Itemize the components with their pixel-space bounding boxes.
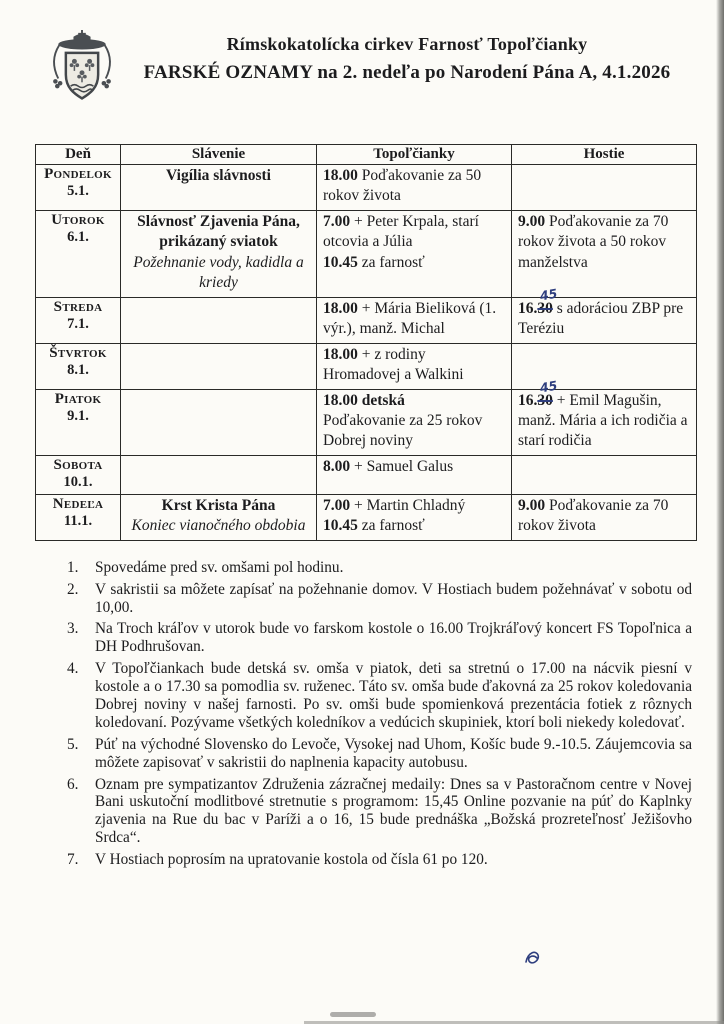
day-date: 6.1.: [67, 228, 89, 245]
announcement-item: Púť na východné Slovensko do Levoče, Vysokej nad Uhom, Košíc bude 9.-10.5. Záujemcovia sa môžete zapisovať v sakristii do naplnenia kapacity autobusu.: [95, 735, 692, 771]
topolcianky-cell: 18.00 + z rodiny Hromadovej a Walkini: [317, 343, 512, 389]
day-date: 9.1.: [67, 407, 89, 424]
bulletin-title: FARSKÉ OZNAMY na 2. nedeľa po Narodení Pána A, 4.1.2026: [143, 62, 671, 83]
schedule-row: [36, 389, 697, 455]
parish-name-title: Rímskokatolícka cirkev Farnosť Topoľčianky: [226, 34, 588, 54]
schedule-row: [36, 343, 697, 389]
day-cell: [36, 210, 121, 297]
schedule-row: [36, 297, 697, 343]
day-cell: [36, 455, 121, 494]
day-date: 5.1.: [67, 183, 89, 199]
announcements-list: [95, 559, 692, 869]
announcement-item: V Hostiach poprosím na upratovanie kostola od čísla 61 po 120.: [95, 851, 488, 869]
column-header-hostie: Hostie: [512, 145, 697, 165]
topolcianky-cell: 7.00 + Peter Krpala, starí otcovia a Júlia 10.45 za farnosť: [317, 210, 512, 297]
hostie-cell: [512, 165, 697, 211]
slavenie-cell: [121, 343, 317, 389]
column-header-den: Deň: [36, 145, 121, 165]
schedule-row: [36, 455, 697, 494]
slavenie-cell: [121, 455, 317, 494]
hostie-cell: [512, 455, 697, 494]
day-date: 10.1.: [63, 473, 93, 490]
topolcianky-cell: 7.00 + Martin Chladný 10.45 za farnosť: [317, 494, 512, 540]
slavenie-cell: [121, 389, 317, 455]
announcement-item: Na Troch kráľov v utorok bude vo farskom kostole o 16.00 Trojkráľový koncert FS Topoľnica a DH Podhrušovan.: [95, 620, 692, 656]
pen-scribble-icon: [520, 946, 550, 970]
day-name: Piatok: [54, 390, 102, 407]
hostie-cell: 9.00 Poďakovanie za 70 rokov života a 50 rokov manželstva: [512, 210, 697, 297]
header: [0, 0, 724, 110]
mass-schedule-table: [35, 144, 697, 541]
handwritten-correction: 45: [539, 377, 559, 395]
hostie-cell: 9.00 Poďakovanie za 70 rokov života: [512, 494, 697, 540]
handwritten-correction: 45: [539, 285, 559, 304]
slavenie-cell: Vigília slávnosti: [121, 165, 317, 211]
scan-smudge-mark: [330, 1012, 376, 1017]
slavenie-cell: [121, 297, 317, 343]
day-cell: [36, 494, 121, 540]
corrected-time: 30 45: [537, 285, 559, 317]
day-cell: [36, 297, 121, 343]
title-block: [120, 28, 694, 84]
schedule-row: [36, 494, 697, 540]
scan-edge-shadow: [716, 0, 724, 1024]
schedule-row: [36, 165, 697, 211]
day-date: 11.1.: [63, 512, 93, 529]
topolcianky-cell: 18.00 Poďakovanie za 50 rokov života: [317, 165, 512, 211]
hostie-cell: [512, 343, 697, 389]
slavenie-cell: Slávnosť Zjavenia Pána, prikázaný sviatok Požehnanie vody, kadidla a kriedy: [121, 210, 317, 297]
announcement-item: V Topoľčiankach bude detská sv. omša v piatok, deti sa stretnú o 17.00 na nácvik piesní v kostole a o 17.30 sa pomodlia sv. ruženec. Táto sv. omša bude ďakovná za 25 rokov koledovania Dobrej noviny v našej farnosti. Po sv. omši bude spomienková prezentácia fotiek z rôznych koledovaní. Pozývame všetkých koledníkov a vedúcich skupiniek, ktorí boli niekedy koledovať.: [95, 660, 692, 731]
topolcianky-cell: 8.00 + Samuel Galus: [317, 455, 512, 494]
announcement-item: Oznam pre sympatizantov Združenia zázračnej medaily: Dnes sa v Pastoračnom centre v Novej Bani uskutoční modlitbové stretnutie s programom: 15,45 Online pozvanie na púť do Kaplnky zjavenia na Rue du bac v Paríži a o 16, 15 bude prednáška „Božská prozreteľnosť Ježišovho Srdca“.: [95, 775, 692, 847]
parish-coat-of-arms-icon: [44, 28, 120, 110]
day-cell: [36, 165, 121, 211]
day-name: Štvrtok: [49, 344, 107, 361]
day-cell: [36, 343, 121, 389]
column-header-topolcianky: Topoľčianky: [317, 145, 512, 165]
day-name: Streda: [53, 298, 103, 315]
announcement-item: Spovedáme pred sv. omšami pol hodinu.: [95, 558, 344, 576]
day-cell: [36, 389, 121, 455]
topolcianky-cell: 18.00 + Mária Bieliková (1. výr.), manž. Michal: [317, 297, 512, 343]
hostie-cell: 16.30 45 + Emil Magušin, manž. Mária a ich rodičia a starí rodičia: [512, 389, 697, 455]
column-header-slavenie: Slávenie: [121, 145, 317, 165]
day-date: 7.1.: [67, 315, 89, 332]
day-name: Utorok: [51, 211, 105, 228]
topolcianky-cell: 18.00 detská Poďakovanie za 25 rokov Dobrej noviny: [317, 389, 512, 455]
hostie-cell: 16.30 45 s adoráciou ZBP pre Teréziu: [512, 297, 697, 343]
announcement-item: V sakristii sa môžete zapísať na požehnanie domov. V Hostiach budem požehnávať v sobotu od 10,00.: [95, 580, 692, 616]
day-name: Nedeľa: [52, 495, 104, 512]
day-name: Pondelok: [44, 166, 112, 182]
schedule-header-row: [36, 145, 697, 165]
day-name: Sobota: [53, 456, 103, 473]
corrected-time: 30 45: [537, 377, 559, 409]
day-date: 8.1.: [67, 361, 89, 378]
schedule-row: [36, 210, 697, 297]
slavenie-cell: Krst Krista Pána Koniec vianočného obdobia: [121, 494, 317, 540]
schedule-body: [36, 165, 697, 541]
